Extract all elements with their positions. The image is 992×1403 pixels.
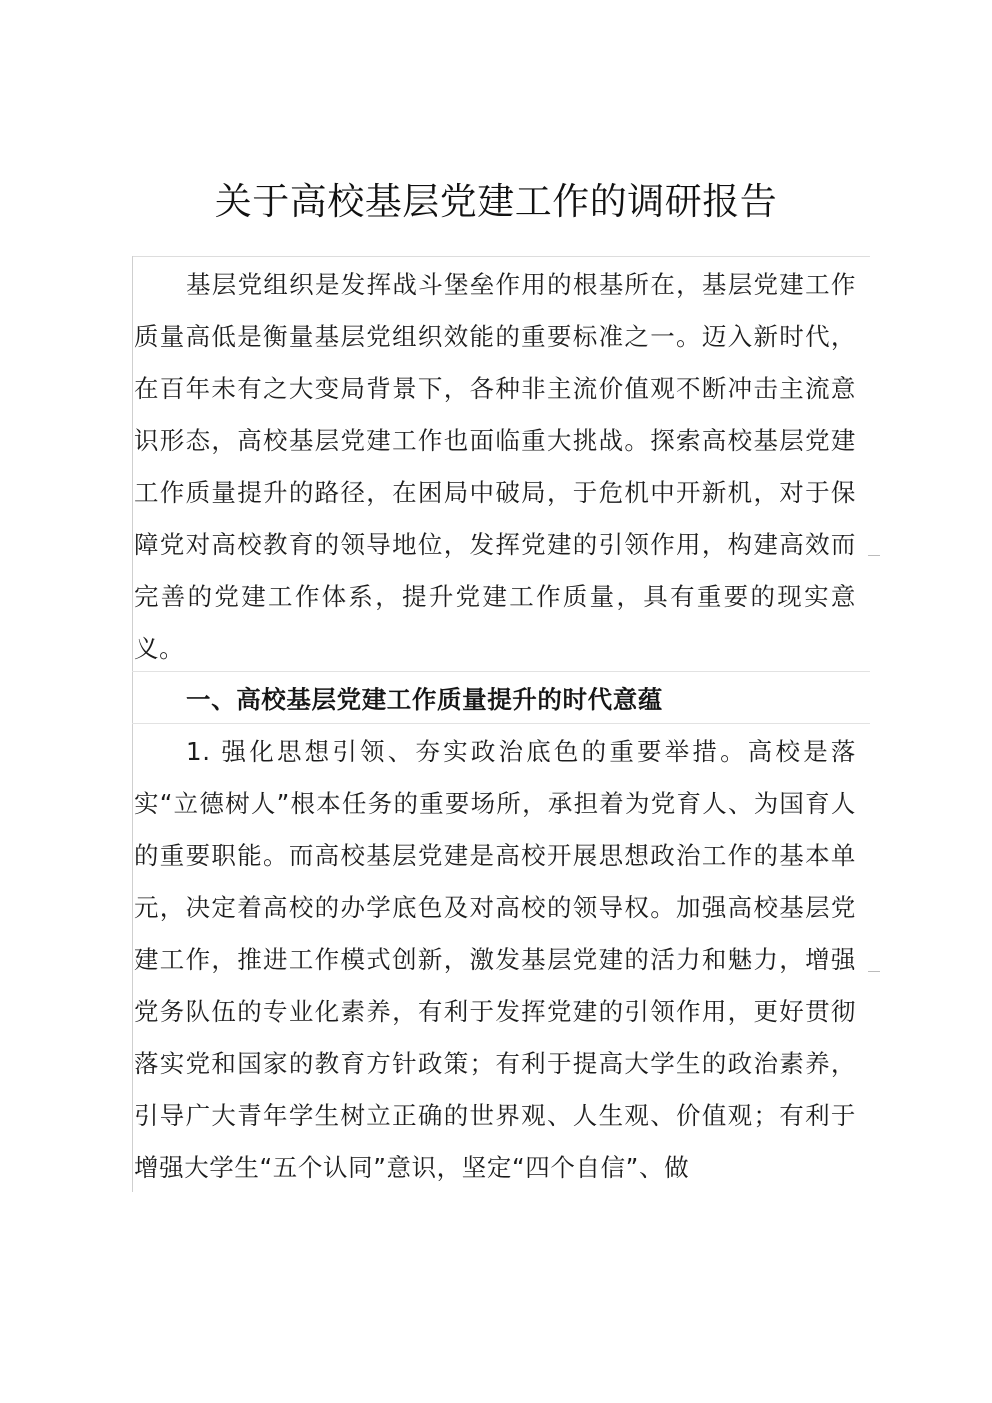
section-heading: 一、高校基层党建工作质量提升的时代意蕴: [186, 685, 663, 714]
margin-tick: [868, 555, 880, 556]
margin-tick: [868, 971, 880, 972]
frame-top-line: [132, 256, 870, 257]
document-title: 关于高校基层党建工作的调研报告: [214, 180, 778, 223]
body-paragraph: 1. 强化思想引领、夯实政治底色的重要举措。高校是落实“立德树人”根本任务的重要场所，承担着为党育人、为国育人的重要职能。而高校基层党建是高校开展思想政治工作的基本单元，决定着高校的办学底色及对高校的领导权。加强高校基层党建工作，推进工作模式创新，激发基层党建的活力和魅力，增强党务队伍的专业化素养，有利于发挥党建的引领作用，更好贯彻落实党和国家的教育方针政策；有利于提高大学生的政治素养，引导广大青年学生树立正确的世界观、人生观、价值观；有利于增强大学生“五个认同”意识，坚定“四个自信”、做: [134, 737, 856, 1182]
intro-paragraph: 基层党组织是发挥战斗堡垒作用的根基所在，基层党建工作质量高低是衡量基层党组织效能的重要标准之一。迈入新时代，在百年未有之大变局背景下，各种非主流价值观不断冲击主流意识形态，高校基层党建工作也面临重大挑战。探索高校基层党建工作质量提升的路径，在困局中破局，于危机中开新机，对于保障党对高校教育的领导地位，发挥党建的引领作用，构建高效而完善的党建工作体系，提升党建工作质量，具有重要的现实意义。: [134, 270, 856, 663]
frame-left-line: [132, 256, 133, 1192]
